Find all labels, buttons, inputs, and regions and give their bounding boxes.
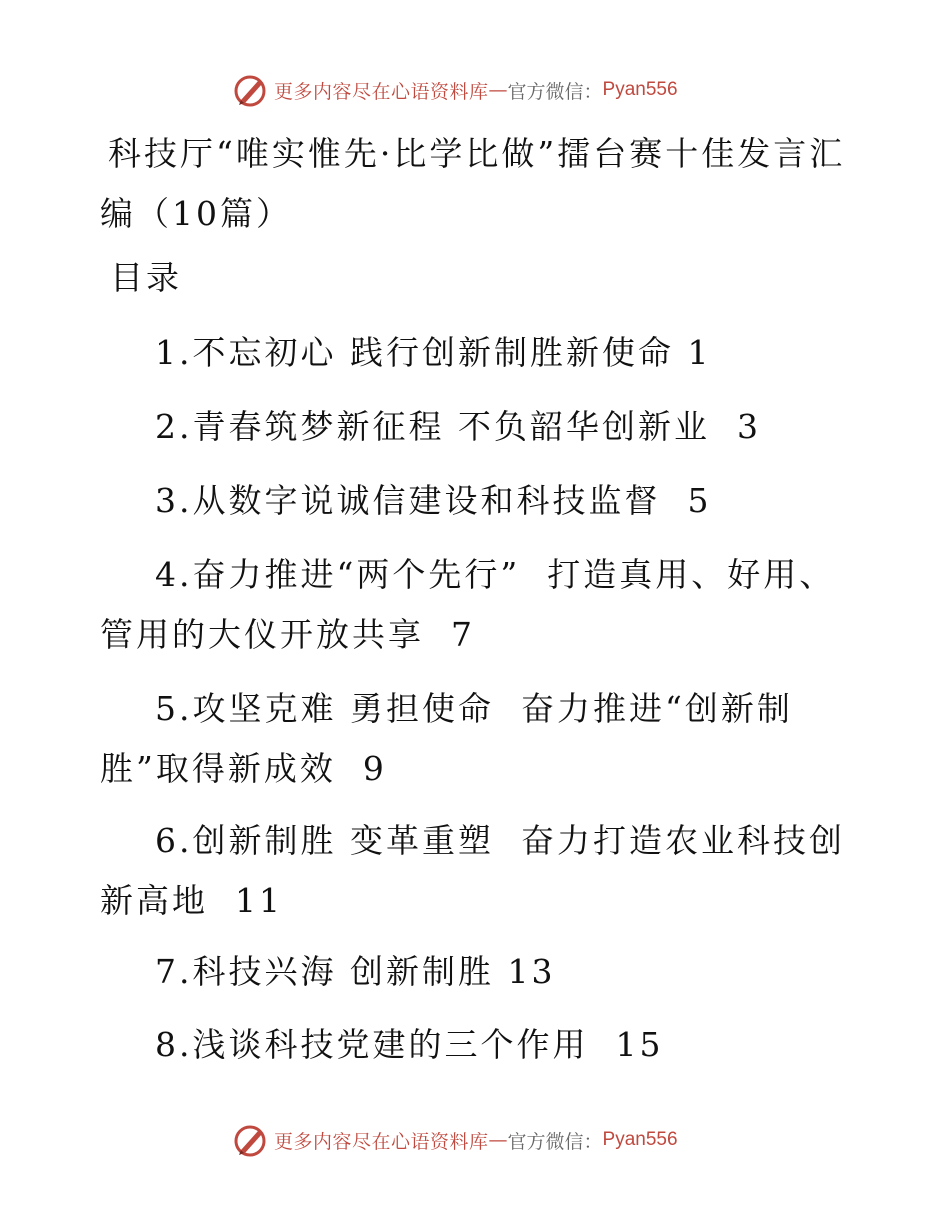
toc-heading: 目录 xyxy=(110,258,182,297)
watermark-id: Pyan556 xyxy=(602,1129,678,1150)
toc-item-1: 1.不忘初心 践行创新制胜新使命 1 xyxy=(155,333,712,372)
watermark-separator: — xyxy=(488,79,508,101)
toc-item-6: 6.创新制胜 变革重塑 奋力打造农业科技创新高地 11 xyxy=(100,821,845,920)
pen-logo-icon xyxy=(232,72,268,108)
watermark-label: 官方微信： xyxy=(507,1130,603,1153)
toc-item-7: 7.科技兴海 创新制胜 13 xyxy=(155,952,556,991)
toc-item-5: 5.攻坚克难 勇担使命 奋力推进“创新制胜”取得新成效 9 xyxy=(100,689,793,788)
toc-item-8: 8.浅谈科技党建的三个作用 15 xyxy=(155,1025,664,1064)
watermark-footer xyxy=(232,1122,678,1158)
toc-item-2: 2.青春筑梦新征程 不负韶华创新业 3 xyxy=(155,407,761,446)
watermark-id: Pyan556 xyxy=(602,79,678,100)
watermark-label: 官方微信： xyxy=(507,80,603,103)
document-title: 科技厅“唯实惟先·比学比做”擂台赛十佳发言汇编（10篇） xyxy=(100,134,846,233)
watermark-text: 更多内容尽在心语资料库 xyxy=(274,80,489,103)
toc-item-3: 3.从数字说诚信建设和科技监督 5 xyxy=(155,481,712,520)
toc-item-4: 4.奋力推进“两个先行” 打造真用、好用、管用的大仪开放共享 7 xyxy=(100,555,836,654)
watermark-header xyxy=(232,72,678,108)
pen-logo-icon xyxy=(232,1122,268,1158)
watermark-separator: — xyxy=(488,1129,508,1151)
watermark-text: 更多内容尽在心语资料库 xyxy=(274,1130,489,1153)
